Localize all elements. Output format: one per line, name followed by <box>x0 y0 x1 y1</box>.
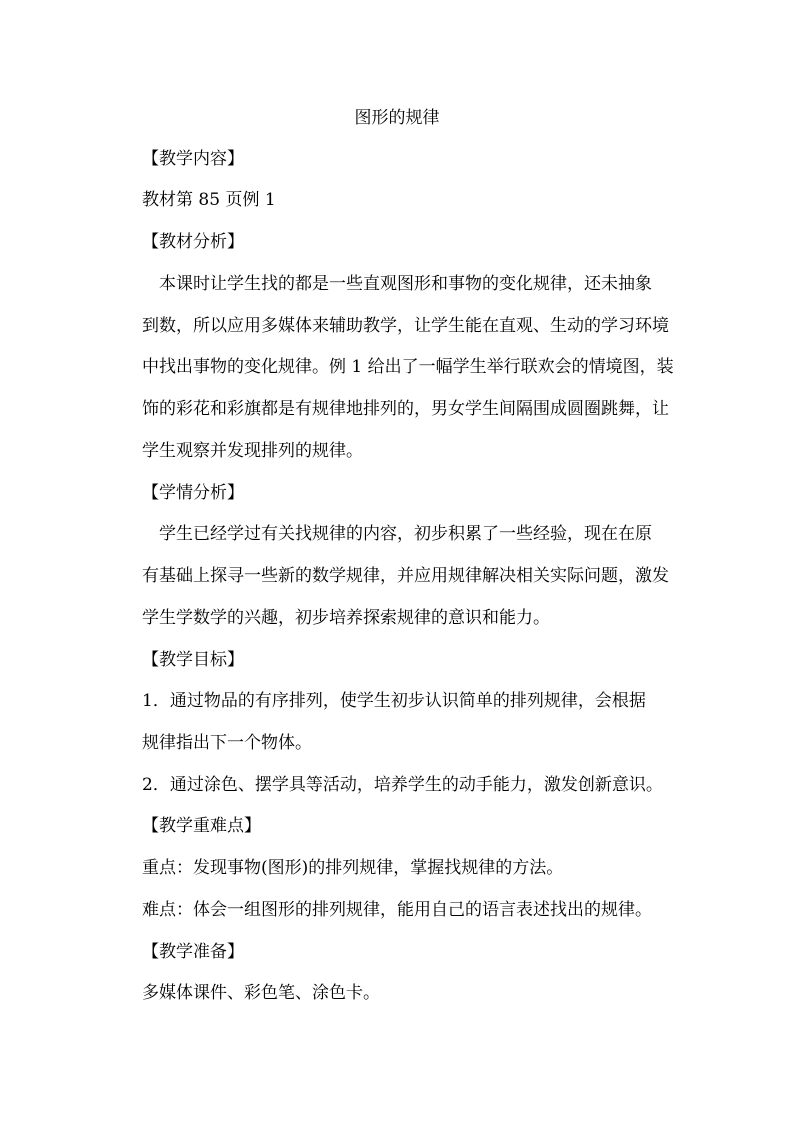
analysis-line-2: 到数，所以应用多媒体来辅助教学，让学生能在直观、生动的学习环境 <box>142 316 669 336</box>
preparation-text: 多媒体课件、彩色笔、涂色卡。 <box>142 983 380 1003</box>
difficult-point-text: 难点：体会一组图形的排列规律，能用自己的语言表述找出的规律。 <box>142 900 652 920</box>
students-line-1: 学生已经学过有关找规律的内容，初步积累了一些经验，现在在原 <box>142 524 652 544</box>
section-heading-key-difficult-points: 【教学重难点】 <box>142 816 261 836</box>
analysis-line-5: 学生观察并发现排列的规律。 <box>142 441 363 461</box>
goal-1-line-2: 规律指出下一个物体。 <box>142 733 312 753</box>
key-point-text: 重点：发现事物(图形)的排列规律，掌握找规律的方法。 <box>142 858 564 878</box>
section-heading-student-analysis: 【学情分析】 <box>142 483 244 503</box>
students-line-2: 有基础上探寻一些新的数学规律，并应用规律解决相关实际问题，激发 <box>142 566 669 586</box>
teaching-content-text: 教材第 85 页例 1 <box>142 190 276 210</box>
section-heading-teaching-content: 【教学内容】 <box>142 149 244 169</box>
goal-1-line-1: 1．通过物品的有序排列，使学生初步认识简单的排列规律，会根据 <box>142 691 646 711</box>
section-heading-teaching-preparation: 【教学准备】 <box>142 942 244 962</box>
students-line-3: 学生学数学的兴趣，初步培养探索规律的意识和能力。 <box>142 608 550 628</box>
section-heading-textbook-analysis: 【教材分析】 <box>142 232 244 252</box>
analysis-line-1: 本课时让学生找的都是一些直观图形和事物的变化规律，还未抽象 <box>142 274 652 294</box>
analysis-line-4: 饰的彩花和彩旗都是有规律地排列的，男女学生间隔围成圆圈跳舞，让 <box>142 399 669 419</box>
section-heading-teaching-goals: 【教学目标】 <box>142 650 244 670</box>
goal-2-line: 2．通过涂色、摆学具等活动，培养学生的动手能力，激发创新意识。 <box>142 775 663 795</box>
document-title: 图形的规律 <box>354 108 440 128</box>
analysis-line-3: 中找出事物的变化规律。例 1 给出了一幅学生举行联欢会的情境图，装 <box>142 357 674 377</box>
